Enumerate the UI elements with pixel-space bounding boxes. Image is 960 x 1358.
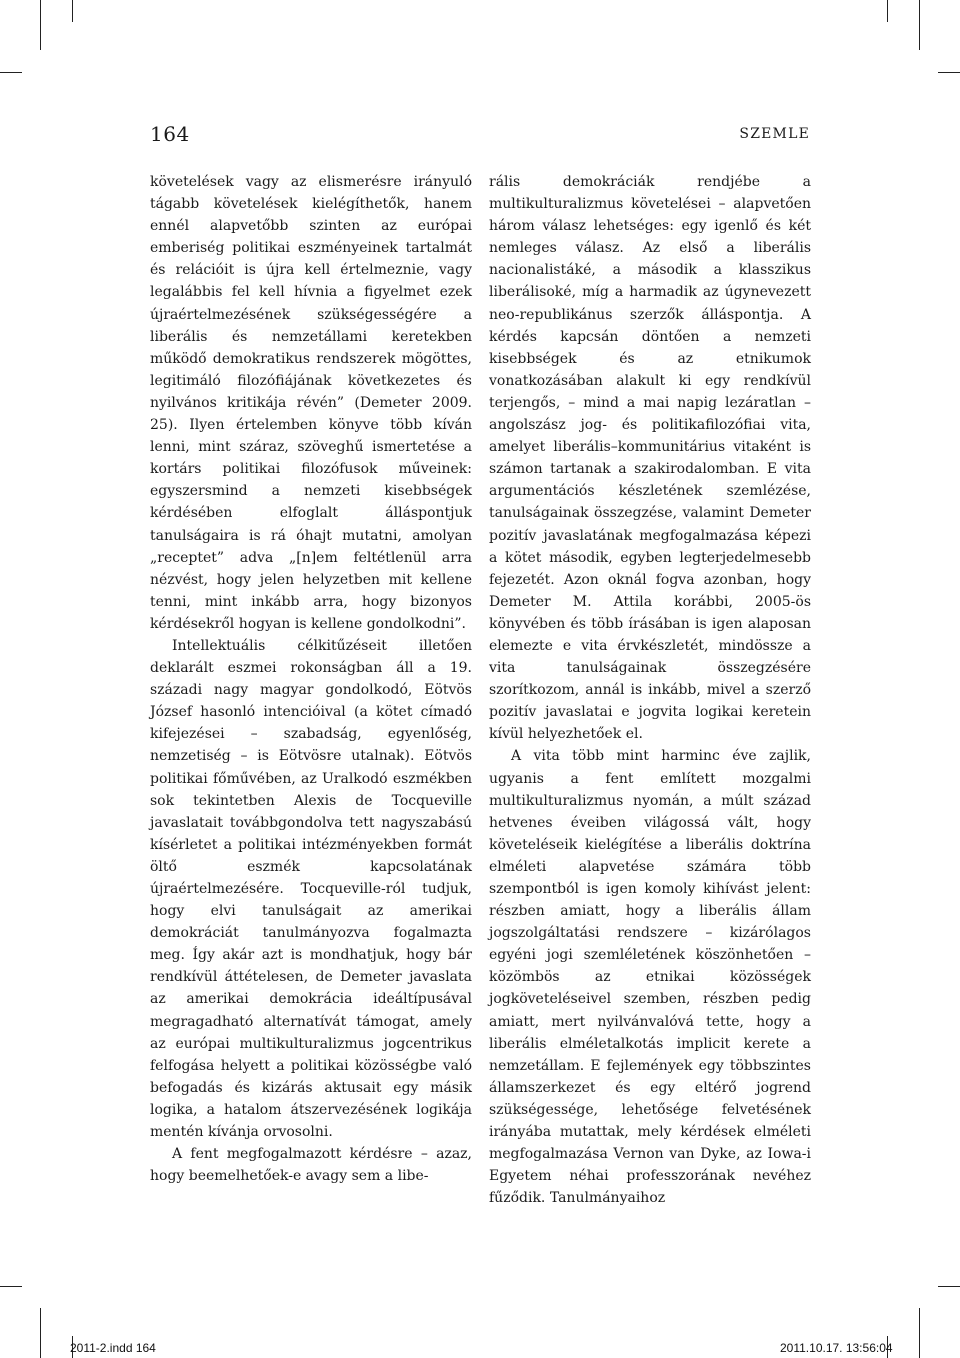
section-label: SZEMLE: [739, 126, 810, 142]
crop-mark: [887, 0, 888, 22]
crop-mark: [40, 0, 41, 50]
crop-mark: [40, 1308, 41, 1358]
crop-mark: [938, 72, 960, 73]
paragraph: Intellektuális célkitűzéseit illetően deklarált eszmei rokonságban áll a 19. századi nagy magyar gondolkodó, Eötvös József hasonló intencióival (a kötet címadó kifejezései – szabadság, egyenlőség, nemzetiség – is Eötvösre utalnak). Eötvös politikai főművében, az Uralkodó eszmékben sok tekintetben Alexis de Tocqueville javaslatait továbbgondolva tett nagyszabású kísérletet a politikai intézményekben formát öltő eszmék kapcsolatának újraértelmezésére. Tocqueville-ról tudjuk, hogy elvi tanulságait az amerikai demokráciát tanulmányozva fogalmazta meg. Így akár azt is mondhatjuk, hogy bár rendkívül áttételesen, de Demeter javaslata az amerikai demokrácia ideáltípusával megragadható alternatívát támogat, amely az európai multikulturalizmus jogcentrikus felfogása helyett a politikai közösségbe való befogadás és kizárás aktusait egy másik logika, a hatalom átszervezésének logikája mentén kívánja orvosolni.: [150, 637, 472, 1141]
crop-mark: [919, 1308, 920, 1358]
right-column: [489, 171, 811, 1209]
crop-mark: [72, 0, 73, 22]
crop-mark: [919, 0, 920, 50]
crop-mark: [0, 1286, 22, 1287]
footer-datetime: 2011.10.17. 13:56:04: [780, 1341, 893, 1355]
paragraph: követelések vagy az elismerésre irányuló tágabb követelések kielégíthetők, hanem ennél alapvetőbb szinten az európai emberiség politikai eszményeinek tartalmát és relációit is újra kell értelmeznie, vagy legalábbis fel kell hívnia a figyelmet ezek újraértelmezésének szükségességére a liberális és nemzetállami keretekben működő demokratikus rendszerek mögöttes, legitimáló filozófiájának következetes és nyilvános kritikája révén” (Demeter 2009. 25). Ilyen értelemben könyve több kíván lenni, mint száraz, szöveghű ismertetése a kortárs politikai filozófusok műveinek: egyszersmind a nemzeti kisebbségek kérdésében elfoglalt álláspontjuk tanulságaira is rá óhajt mutatni, amolyan „receptet” adva „[n]em feltétlenül arra nézvést, hogy jelen helyzetben mit kellene tenni, mint inkább arra, hogy bizonyos kérdésekről hogyan is kellene gondolkodni”.: [150, 174, 472, 632]
left-column: [150, 171, 472, 1187]
crop-mark: [0, 72, 22, 73]
crop-mark: [938, 1286, 960, 1287]
paragraph: rális demokráciák rendjébe a multikulturalizmus követelései – alapvetően három válasz lehetséges: egy igenlő és két nemleges válasz. Az első a liberális nacionalistáké, a második a klasszikus liberálisoké, míg a harmadik az úgynevezett neo-republikánus szerzők álláspontja. A kérdés kapcsán döntően a nemzeti kisebbségek és az etnikumok vonatkozásában alakult ki egy rendkívül terjengős, – mind a mai napig lezáratlan – angolszász jog- és politikafilozófiai vita, amelyet liberális–kommunitárius vitaként is számon tartanak a szakirodalomban. E vita argumentációs készletének szemlézése, tanulságainak összegzése, valamint Demeter pozitív javaslatának megfogalmazása képezi a kötet második, egyben legterjedelmesebb fejezetét. Azon oknál fogva azonban, hogy Demeter M. Attila korábbi, 2005-ös könyvében és több írásában is igen alaposan elemezte e vita érvkészletét, mindössze a vita tanulságainak összegzésére szorítkozom, annál is inkább, mivel a szerző pozitív javaslatai e jogvita logikai keretein kívül helyezhetőek el.: [489, 174, 811, 743]
paragraph: A fent megfogalmazott kérdésre – azaz, hogy beemelhetőek-e avagy sem a libe-: [150, 1146, 472, 1185]
paragraph: A vita több mint harminc éve zajlik, ugyanis a fent említett mozgalmi multikulturalizmus nyomán, a múlt század hetvenes éveiben világossá vált, hogy követeléseik kielégítése a liberális doktrína elméleti alapvetése számára több szempontból is igen komoly kihívást jelent: részben amiatt, hogy a liberális állam jogszolgáltatási rendszere – kizárólagos egyéni jogi szemléletének köszönhetően – közömbös az etnikai közösségek jogköveteléseivel szemben, részben pedig amiatt, mert nyilvánvalóvá tette, hogy a liberális elméletalkotás implicit kerete a nemzetállam. E fejlemények egy többszintes államszerkezet és egy eltérő jogrend szükségessége, lehetősége felvetésének irányába mutattak, mely kérdések elméleti megfogalmazása Vernon van Dyke, az Iowa-i Egyetem néhai professzorának nevéhez fűződik. Tanulmányaihoz: [489, 748, 811, 1207]
footer-file-label: 2011-2.indd 164: [70, 1341, 156, 1355]
page-number: 164: [150, 122, 190, 146]
